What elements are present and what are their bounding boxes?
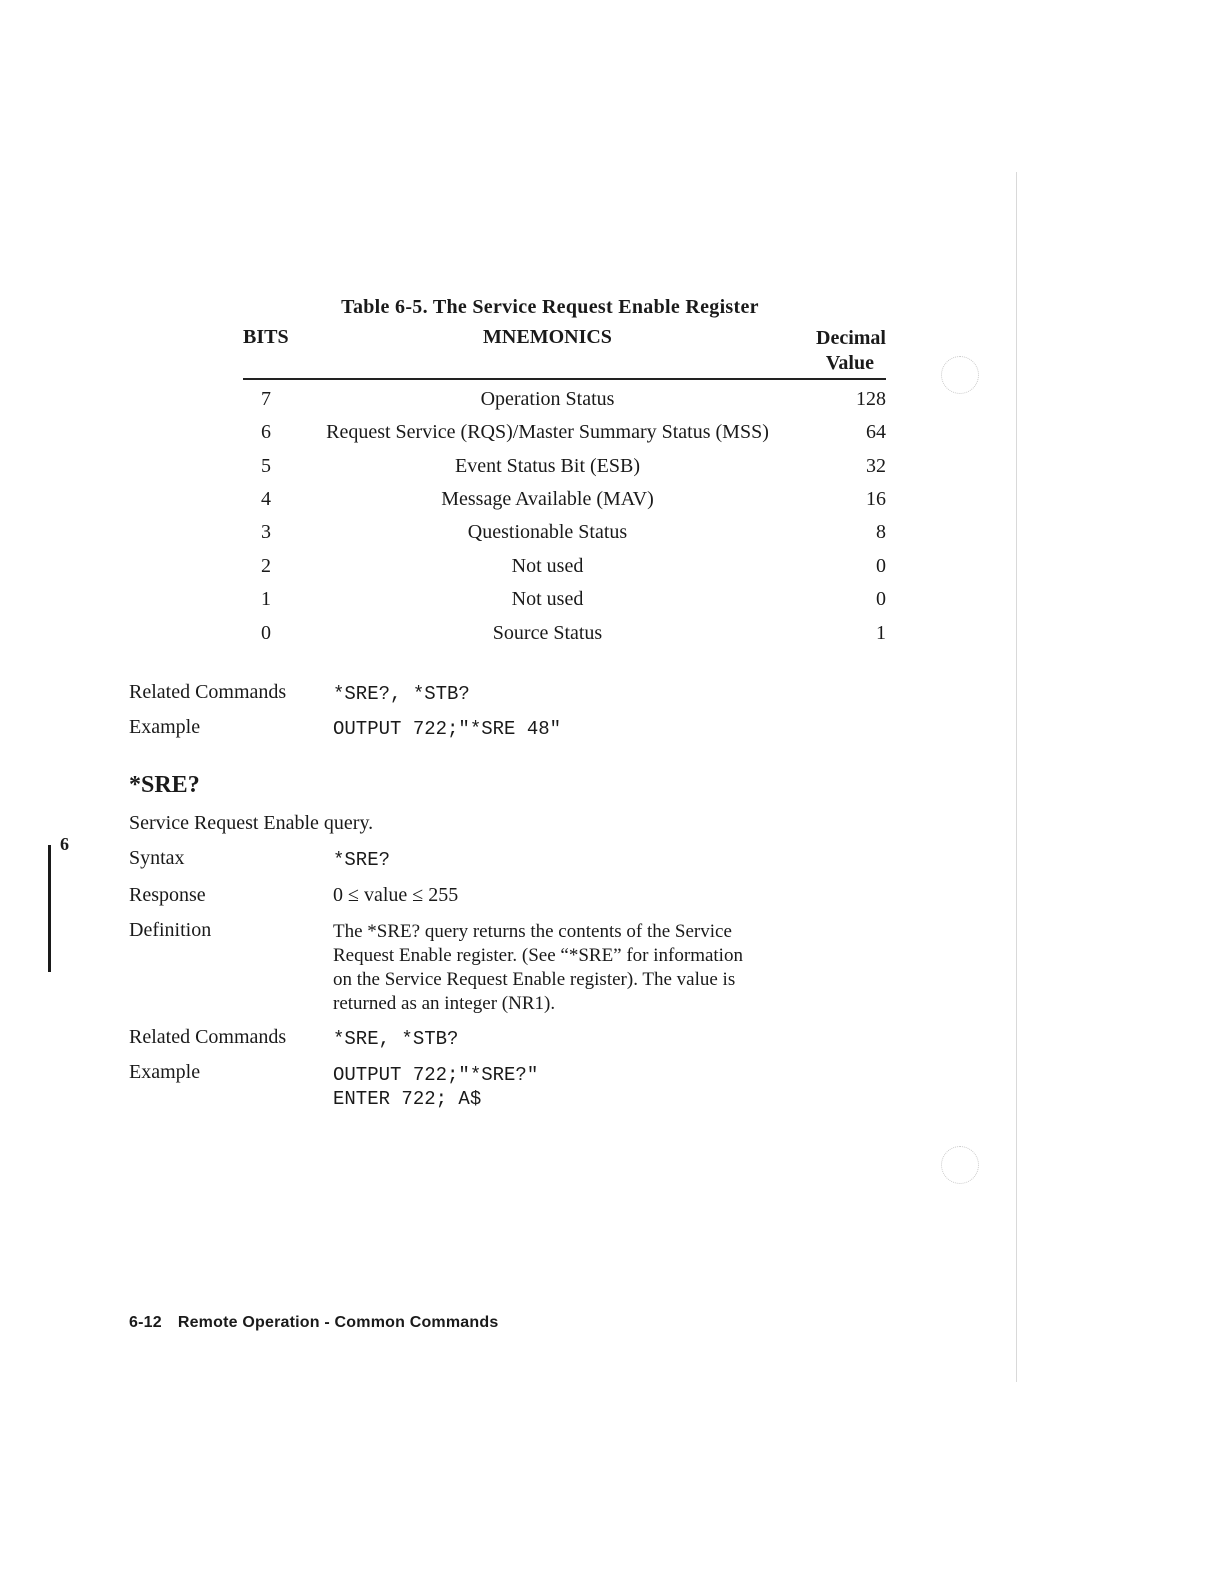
bit-cell: 6 [261,421,271,443]
mnemonic-cell: Request Service (RQS)/Master Summary Status (MSS) [326,421,769,443]
decimal-header-line2: Value [825,352,874,374]
decimal-cell: 8 [876,521,886,543]
table-row [243,555,886,588]
column-header-bits: BITS [243,326,289,348]
table-row [243,588,886,621]
example-code: OUTPUT 722;"*SRE 48" [333,718,562,740]
table-row [243,455,886,488]
footer-title: Remote Operation - Common Commands [177,1314,499,1331]
chapter-tab-bar [48,845,51,972]
related-commands-label: Related Commands [129,681,287,703]
bit-cell: 7 [261,388,271,410]
example-label: Example [129,716,201,738]
mnemonic-cell: Operation Status [480,388,615,410]
bit-cell: 5 [261,455,271,477]
definition-line: on the Service Request Enable register). The value is [333,969,736,990]
related-commands-value: *SRE, *STB? [333,1028,459,1050]
definition-text [333,920,853,1016]
bit-cell: 0 [261,622,271,644]
decimal-cell: 16 [866,488,886,510]
example-label: Example [129,1061,201,1083]
table-caption: Table 6-5. The Service Request Enable Register [341,296,759,318]
example-code [333,1063,538,1111]
example-code-line: ENTER 722; A$ [333,1088,482,1110]
decimal-cell: 0 [876,555,886,577]
section-title: *SRE? [129,772,200,798]
binder-hole [941,1146,979,1184]
mnemonic-cell: Source Status [492,622,603,644]
header-rule [243,378,886,380]
table-row [243,488,886,521]
syntax-label: Syntax [129,847,185,869]
mnemonic-cell: Message Available (MAV) [441,488,654,510]
bit-cell: 2 [261,555,271,577]
bit-cell: 3 [261,521,271,543]
table-row [243,622,886,655]
column-header-mnemonics: MNEMONICS [483,326,612,348]
mnemonic-cell: Event Status Bit (ESB) [455,455,640,477]
definition-line: The *SRE? query returns the contents of the Service [333,921,732,942]
definition-line: returned as an integer (NR1). [333,993,556,1014]
chapter-tab-number: 6 [60,834,69,854]
binder-hole [941,356,979,394]
definition-label: Definition [129,919,212,941]
decimal-cell: 128 [856,388,886,410]
page-edge-line [1016,172,1017,1382]
bit-cell: 1 [261,588,271,610]
decimal-cell: 1 [876,622,886,644]
mnemonic-cell: Questionable Status [467,521,628,543]
syntax-value: *SRE? [333,849,391,871]
related-commands-value: *SRE?, *STB? [333,683,470,705]
page-footer [129,1314,498,1332]
table-row [243,388,886,421]
section-description: Service Request Enable query. [129,812,374,834]
table-row [243,421,886,454]
bit-cell: 4 [261,488,271,510]
response-value: 0 ≤ value ≤ 255 [333,884,459,906]
response-label: Response [129,884,206,906]
mnemonic-cell: Not used [511,588,584,610]
related-commands-label: Related Commands [129,1026,287,1048]
column-header-decimal-value [790,326,886,376]
definition-line: Request Enable register. (See “*SRE” for information [333,945,743,966]
decimal-cell: 32 [866,455,886,477]
table-row [243,521,886,554]
example-code-line: OUTPUT 722;"*SRE?" [333,1064,539,1086]
decimal-cell: 0 [876,588,886,610]
decimal-header-line1: Decimal [816,327,886,349]
decimal-cell: 64 [866,421,886,443]
mnemonic-cell: Not used [511,555,584,577]
page-number: 6-12 [129,1314,162,1331]
